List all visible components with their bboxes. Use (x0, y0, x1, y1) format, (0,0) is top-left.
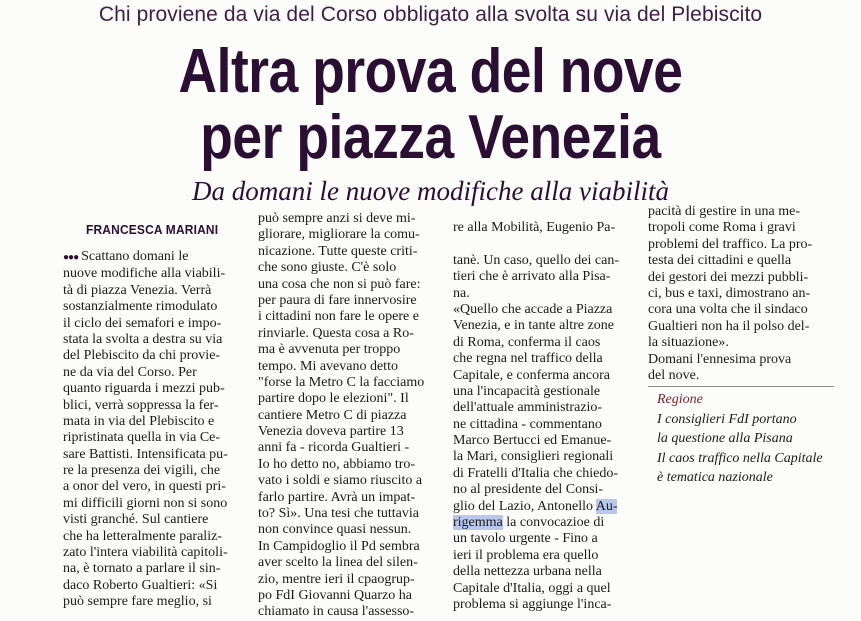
text-line: la Mari, consiglieri regionali (453, 449, 614, 465)
text-line: della nettezza urbana nella (453, 564, 602, 580)
highlighted-text: Au- (595, 498, 618, 514)
sidebar-line: è tematica nazionale (657, 470, 773, 485)
text-line: Capitale, e conferma ancora (453, 367, 611, 383)
text-line: tropoli come Roma i gravi (648, 220, 796, 236)
text-line: chiamato in causa l'assesso- (258, 604, 415, 620)
text-line: rigemma la convocazioe di (453, 515, 605, 531)
sidebar-line: la questione alla Pisana (657, 431, 793, 446)
text-line: del Plebiscito da chi provie- (63, 348, 221, 364)
text-line: Venezia, e in tante altre zone (453, 318, 614, 334)
text-line: visti granché. Sul cantiere (63, 512, 209, 528)
text-line: tempo. Mi avevano detto (258, 358, 398, 374)
text-line: Domani l'ennesima prova (648, 351, 792, 367)
text-line: ci, bus e taxi, dimostrano an- (648, 285, 811, 301)
text-line: problema si aggiunge l'inca- (453, 596, 612, 612)
text-line: nicazione. Tutte queste criti- (258, 243, 418, 259)
lead-dots-icon: ●●● (63, 252, 79, 263)
text-line: tieri che è arrivato alla Pisa- (453, 269, 611, 285)
text-line: In Campidoglio il Pd sembra (258, 538, 420, 554)
text-line: na. (453, 285, 470, 301)
text-line: vato i soldi e siamo riuscito a (258, 473, 423, 489)
text-line: può sempre anzi si deve mi- (258, 211, 416, 226)
headline-line-1: Altra prova del nove (178, 37, 683, 106)
column-3 (453, 220, 638, 613)
text-line: la situazione». (648, 335, 729, 351)
text-line: i cittadini non fare le opere e (258, 309, 419, 325)
text-line: pacità di gestire in una me- (648, 204, 800, 219)
highlighted-text: rigemma (453, 515, 503, 531)
byline: FRANCESCA MARIANI (86, 222, 219, 237)
text-line: Scattano domani le (81, 249, 189, 264)
text-line: nuove modifiche alla viabili- (63, 266, 226, 282)
text-line: per paura di fare innervosire (258, 292, 417, 308)
text-line: anni fa - ricorda Gualtieri - (258, 440, 410, 456)
text-line: dei gestori dei mezzi pubbli- (648, 269, 809, 285)
text-line: sare Battisti. Intensificata pu- (63, 446, 228, 462)
text-line: mata in via del Plebiscito e (63, 413, 215, 429)
text-line: Venezia doveva partire 13 (258, 424, 404, 440)
text-line: testa dei cittadini e quella (648, 253, 792, 269)
text-line: "forse la Metro C la facciamo (258, 374, 425, 390)
headline-line-2: per piazza Venezia (200, 103, 661, 172)
text-line: blici, verrà soppressa la fer- (63, 397, 219, 413)
text-line: cantiere Metro C di piazza (258, 407, 407, 423)
text-line: sostanzialmente rimodulato (63, 299, 218, 315)
sidebar-divider (648, 386, 834, 387)
text-line: «Quello che accade a Piazza (453, 301, 613, 317)
sidebar-line: Il caos traffico nella Capitale (657, 450, 823, 466)
text-line: glio del Lazio, Antonello Au- (453, 498, 618, 514)
text-line: daco Roberto Gualtieri: «Si (63, 577, 218, 593)
text-line: il ciclo dei semafori e impo- (63, 315, 222, 331)
text-line: farlo partire. Avrà un impat- (258, 489, 416, 505)
text-line: to? Sì». Una tesi che tuttavia (258, 506, 419, 522)
text-line: problemi del traffico. La pro- (648, 236, 813, 252)
text-line: partire dopo le elezioni". Il (258, 391, 409, 407)
text-line: del nove. (648, 367, 700, 383)
text-line: Marco Bertucci ed Emanue- (453, 433, 612, 449)
text-line: che regna nel traffico della (453, 351, 603, 367)
text-line (453, 236, 638, 252)
text-line: può sempre fare meglio, si (63, 594, 212, 610)
sidebar-line: I consiglieri FdI portano (657, 411, 797, 427)
text-line: re la presenza dei vigili, che (63, 463, 221, 479)
text-line: Gualtieri non ha il polso del- (648, 318, 810, 334)
text-line: di Fratelli d'Italia che chiedo- (453, 465, 619, 481)
text-line: gliorare, migliorare la comu- (258, 227, 420, 243)
sidebar-tag: Regione (657, 392, 703, 407)
text-line: un tavolo urgente - Fino a (453, 531, 598, 547)
text-line: che sono giuste. C'è solo (258, 260, 397, 276)
text-line: zio, mentre ieri il cpaogrup- (258, 571, 415, 587)
text-line: dell'attuale amministrazio- (453, 400, 603, 416)
subtitle: Da domani le nuove modifiche alla viabilità (192, 176, 669, 206)
text-line: ne cittadina - commentano (453, 416, 602, 432)
text-line: Io ho detto no, abbiamo tro- (258, 456, 416, 472)
text-line: tà di piazza Venezia. Verrà (63, 282, 212, 298)
text-line: no al presidente del Consi- (453, 482, 604, 498)
text-line: che ha letteralmente paraliz- (63, 528, 222, 544)
text-line: ne da via del Corso. Per (63, 364, 197, 380)
text-line: tanè. Un caso, quello dei can- (453, 252, 619, 268)
column-4 (648, 204, 833, 384)
text-line: re alla Mobilità, Eugenio Pa- (453, 220, 616, 235)
text-line: non convince quasi nessun. (258, 522, 412, 538)
text-line: stata la svolta a destra su via (63, 331, 223, 347)
text-line: a onor del vero, in questi pri- (63, 479, 226, 495)
text-line: ma è avvenuta per troppo (258, 342, 401, 358)
text-line: Capitale d'Italia, oggi a quel (453, 580, 611, 596)
sidebar-box (657, 390, 823, 488)
text-line: una cosa che non si può fare: (258, 276, 421, 292)
column-2 (258, 211, 443, 621)
text-line: zato l'intera viabilità capitoli- (63, 545, 228, 561)
column-1 (63, 249, 243, 611)
text-line: rinviarle. Questa cosa a Ro- (258, 325, 414, 341)
text-line: di Roma, conferma il caos (453, 334, 601, 350)
text-line: una l'incapacità gestionale (453, 383, 601, 399)
text-line: po FdI Giovanni Quarzo ha (258, 587, 412, 603)
text-line: cora una volta che il sindaco (648, 302, 808, 318)
text-line: na, è tornato a parlare il sin- (63, 561, 221, 577)
text-line: ieri il problema era quello (453, 547, 599, 563)
text-line: quanto riguarda i mezzi pub- (63, 381, 225, 397)
text-line: ripristinata quella in via Ce- (63, 430, 221, 446)
text-line: mi difficili giorni non si sono (63, 495, 228, 511)
kicker: Chi proviene da via del Corso obbligato alla svolta su via del Plebiscito (98, 3, 763, 26)
text-line: aver scelto la linea del silen- (258, 555, 418, 571)
